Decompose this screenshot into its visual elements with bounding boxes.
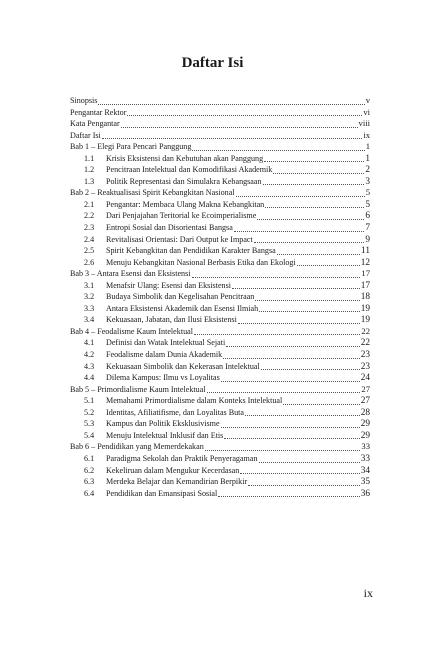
toc-entry-page: 9 (365, 234, 370, 245)
toc-entry-page: 19 (360, 315, 370, 326)
toc-entry-number: 5.3 (84, 419, 95, 429)
toc-entry-number: 4.4 (84, 373, 95, 383)
toc-entry-page: 23 (360, 361, 370, 372)
dot-leader (232, 280, 360, 289)
toc-entry-label: Daftar Isi (70, 130, 101, 140)
toc-entry-number: 4.1 (84, 338, 95, 348)
toc-entry-number: 5.1 (84, 396, 95, 406)
dot-leader (297, 257, 360, 266)
dot-leader (102, 130, 363, 139)
toc-subsection-entry (70, 291, 370, 303)
toc-subsection-entry (70, 488, 370, 500)
toc-entry-label: Definisi dan Watak Intelektual Sejati (106, 338, 226, 348)
toc-entry-page: 6 (365, 211, 370, 222)
dot-leader (194, 326, 360, 335)
toc-front-matter-entry (70, 107, 370, 119)
toc-entry-number: 2.5 (84, 246, 95, 256)
toc-entry-number: 2.4 (84, 234, 95, 244)
toc-entry-page: 18 (360, 292, 370, 303)
toc-subsection-entry (70, 430, 370, 442)
toc-entry-label: Budaya Simbolik dan Kegelisahan Pencitraan (106, 292, 255, 302)
toc-entry-label: Kata Pengantar (70, 119, 120, 129)
toc-entry-label: Antara Eksistensi Akademik dan Esensi Ilmiah (106, 303, 259, 313)
toc-entry-label: Paradigma Sekolah dan Praktik Penyeragaman (106, 453, 258, 463)
dot-leader (261, 361, 360, 370)
toc-entry-page: 7 (365, 223, 370, 234)
toc-entry-page: 24 (360, 373, 370, 384)
toc-entry-number: 5.4 (84, 430, 95, 440)
toc-subsection-entry (70, 153, 370, 165)
toc-entry-number: 6.2 (84, 465, 95, 475)
toc-entry-label: Pengantar: Membaca Ulang Makna Kebangkitan (106, 199, 265, 209)
toc-entry-page: ix (363, 129, 370, 140)
dot-leader (127, 107, 362, 116)
toc-entry-number: 4.3 (84, 361, 95, 371)
toc-subsection-entry (70, 164, 370, 176)
toc-subsection-entry (70, 245, 370, 257)
dot-leader (264, 153, 364, 162)
dot-leader (263, 176, 365, 185)
toc-entry-label: Feodalisme dalam Dunia Akademik (106, 350, 223, 360)
dot-leader (205, 442, 361, 451)
toc-entry-label: Menuju Kebangkitan Nasional Berbasis Etika dan Ekologi (106, 257, 296, 267)
dot-leader (192, 269, 361, 278)
toc-entry-label: Pencitraan Intelektual dan Komodifikasi Akademik (106, 165, 273, 175)
dot-leader (207, 384, 361, 393)
toc-entry-label: Bab 4 – Feodalisme Kaum Intelektual (70, 326, 193, 336)
toc-entry-label: Politik Representasi dan Simulakra Kebangsaan (106, 176, 262, 186)
toc-entry-label: Memahami Primordialisme dalam Konteks Intelektual (106, 396, 283, 406)
dot-leader (273, 165, 364, 174)
dot-leader (221, 419, 360, 428)
toc-entry-label: Bab 2 – Reaktualisasi Spirit Kebangkitan Nasional (70, 188, 235, 198)
toc-entry-number: 1.3 (84, 176, 95, 186)
toc-entry-label: Kekuasaan, Jabatan, dan Ilusi Eksistensi (106, 315, 237, 325)
toc-entry-label: Krisis Eksistensi dan Kebutuhan akan Panggung (106, 153, 264, 163)
toc-entry-label: Pendidikan dan Emansipasi Sosial (106, 488, 218, 498)
toc-subsection-entry (70, 349, 370, 361)
toc-entry-number: 1.2 (84, 165, 95, 175)
toc-entry-label: Identitas, Afiliatifisme, dan Loyalitas Buta (106, 407, 245, 417)
toc-entry-number: 5.2 (84, 407, 95, 417)
toc-entry-label: Menafsir Ulang: Esensi dan Eksistensi (106, 280, 231, 290)
toc-front-matter-entry (70, 95, 370, 107)
dot-leader (236, 188, 365, 197)
page-title: Daftar Isi (181, 55, 244, 71)
toc-chapter-entry (70, 441, 370, 453)
toc-chapter-entry (70, 141, 370, 153)
toc-entry-page: 23 (360, 350, 370, 361)
toc-entry-number: 6.3 (84, 477, 95, 487)
toc-entry-number: 1.1 (84, 153, 95, 163)
dot-leader (223, 350, 359, 359)
toc-subsection-entry (70, 222, 370, 234)
toc-subsection-entry (70, 395, 370, 407)
toc-entry-label: Bab 3 – Antara Esensi dan Eksistensi (70, 269, 191, 279)
dot-leader (226, 338, 359, 347)
dot-leader (265, 199, 364, 208)
dot-leader (192, 142, 364, 151)
toc-entry-page: 1 (365, 141, 370, 152)
toc-subsection-entry (70, 303, 370, 315)
toc-entry-number: 4.2 (84, 350, 95, 360)
dot-leader (121, 119, 358, 128)
dot-leader (277, 246, 360, 255)
toc-entry-label: Kampus dan Politik Eksklusivisme (106, 419, 220, 429)
toc-entry-label: Revitalisasi Orientasi: Dari Output ke Impact (106, 234, 253, 244)
toc-entry-page: viii (358, 118, 370, 129)
dot-leader (259, 454, 360, 463)
toc-entry-page: 33 (361, 441, 370, 452)
toc-entry-page: 29 (360, 430, 370, 441)
toc-entry-label: Pengantar Rektor (70, 107, 127, 117)
toc-subsection-entry (70, 199, 370, 211)
toc-subsection-entry (70, 476, 370, 488)
toc-entry-label: Bab 6 – Pendidikan yang Memerdekakan (70, 442, 204, 452)
dot-leader (254, 234, 365, 243)
toc-chapter-entry (70, 384, 370, 396)
dot-leader (283, 396, 359, 405)
dot-leader (259, 303, 360, 312)
toc-entry-label: Entropi Sosial dan Disorientasi Bangsa (106, 223, 233, 233)
toc-chapter-entry (70, 187, 370, 199)
toc-entry-page: 2 (365, 165, 370, 176)
toc-entry-page: 19 (360, 303, 370, 314)
dot-leader (98, 96, 364, 105)
toc-chapter-entry (70, 326, 370, 338)
dot-leader (245, 407, 360, 416)
toc-subsection-entry (70, 314, 370, 326)
dot-leader (234, 223, 365, 232)
toc-entry-label: Menuju Intelektual Inklusif dan Etis (106, 430, 224, 440)
dot-leader (238, 315, 360, 324)
toc-entry-label: Dilema Kampus: Ilmu vs Loyalitas (106, 373, 220, 383)
page-number: ix (363, 586, 373, 600)
toc-subsection-entry (70, 372, 370, 384)
toc-subsection-entry (70, 361, 370, 373)
toc-subsection-entry (70, 337, 370, 349)
toc-entry-page: 35 (360, 477, 370, 488)
toc-subsection-entry (70, 453, 370, 465)
toc-entry-page: 5 (365, 199, 370, 210)
table-of-contents (70, 95, 370, 499)
dot-leader (221, 373, 360, 382)
toc-front-matter-entry (70, 130, 370, 142)
toc-entry-label: Sinopsis (70, 96, 98, 105)
dot-leader (257, 211, 364, 220)
toc-entry-page: 27 (360, 396, 370, 407)
toc-entry-page: 12 (360, 257, 370, 268)
toc-entry-label: Bab 5 – Primordialisme Kaum Intelektual (70, 384, 206, 394)
toc-entry-number: 2.3 (84, 223, 95, 233)
toc-entry-page: 27 (361, 383, 370, 394)
toc-entry-page: vi (363, 106, 370, 117)
toc-subsection-entry (70, 257, 370, 269)
dot-leader (248, 477, 360, 486)
toc-entry-label: Bab 1 – Elegi Para Pencari Panggung (70, 142, 192, 152)
dot-leader (224, 430, 359, 439)
toc-subsection-entry (70, 280, 370, 292)
toc-entry-page: 17 (360, 280, 370, 291)
toc-subsection-entry (70, 465, 370, 477)
toc-entry-page: 33 (360, 453, 370, 464)
toc-entry-page: 22 (361, 325, 370, 336)
toc-entry-label: Dari Penjajahan Teritorial ke Ecoimperialisme (106, 211, 257, 221)
toc-entry-number: 6.1 (84, 453, 95, 463)
dot-leader (240, 465, 359, 474)
toc-entry-number: 3.1 (84, 280, 95, 290)
toc-entry-label: Kekuasaan Simbolik dan Kekerasan Intelektual (106, 361, 260, 371)
toc-entry-page: 3 (365, 176, 370, 187)
toc-front-matter-entry (70, 118, 370, 130)
toc-entry-number: 6.4 (84, 488, 95, 498)
toc-entry-number: 2.1 (84, 199, 95, 209)
toc-entry-page: 1 (365, 153, 370, 164)
toc-entry-page: 17 (361, 268, 370, 279)
toc-entry-page: 11 (361, 246, 370, 257)
toc-subsection-entry (70, 234, 370, 246)
toc-entry-page: 5 (365, 187, 370, 198)
toc-subsection-entry (70, 407, 370, 419)
toc-entry-page: 36 (360, 488, 370, 499)
toc-entry-number: 3.2 (84, 292, 95, 302)
toc-entry-number: 2.6 (84, 257, 95, 267)
toc-entry-number: 3.3 (84, 303, 95, 313)
toc-entry-label: Merdeka Belajar dan Kemandirian Berpikir (106, 477, 248, 487)
toc-entry-number: 3.4 (84, 315, 95, 325)
toc-chapter-entry (70, 268, 370, 280)
dot-leader (218, 488, 359, 497)
toc-entry-page: 28 (360, 407, 370, 418)
toc-entry-label: Kekeliruan dalam Mengukur Kecerdasan (106, 465, 240, 475)
toc-subsection-entry (70, 210, 370, 222)
toc-entry-number: 2.2 (84, 211, 95, 221)
toc-entry-page: v (365, 95, 370, 105)
toc-entry-label: Spirit Kebangkitan dan Pendidikan Karakter Bangsa (106, 246, 276, 256)
toc-subsection-entry (70, 418, 370, 430)
toc-entry-page: 22 (360, 338, 370, 349)
toc-entry-page: 29 (360, 419, 370, 430)
toc-subsection-entry (70, 176, 370, 188)
dot-leader (255, 292, 359, 301)
toc-entry-page: 34 (360, 465, 370, 476)
